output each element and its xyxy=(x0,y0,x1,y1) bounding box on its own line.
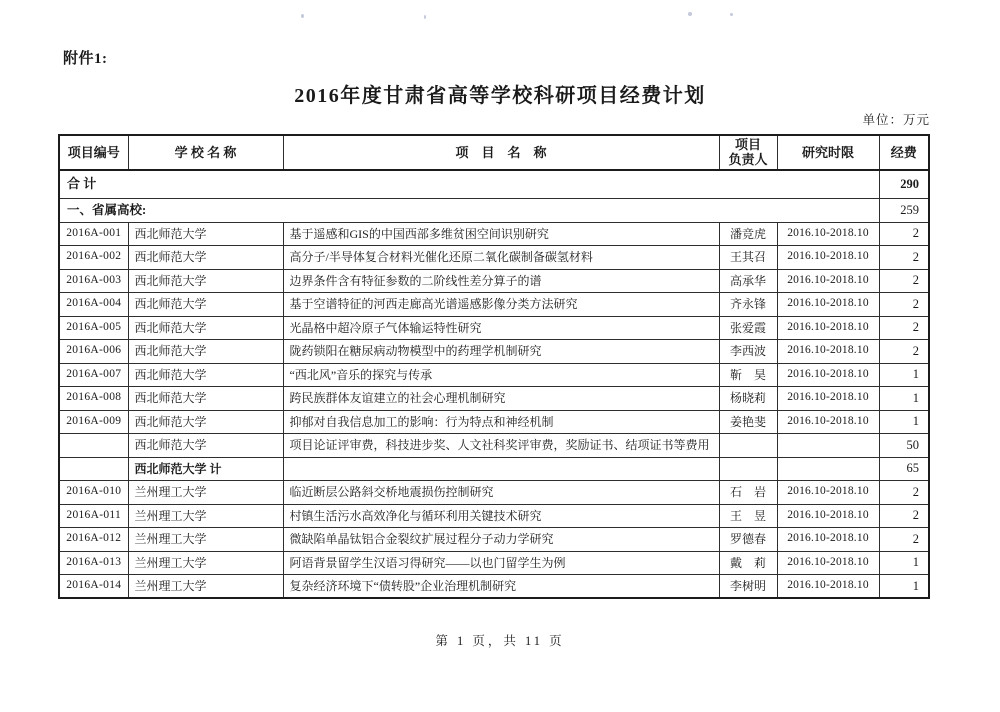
header-leader xyxy=(719,135,777,170)
cell-period: 2016.10-2018.10 xyxy=(777,410,879,434)
table-row xyxy=(59,551,929,575)
cell-project-name: 复杂经济环境下“债转股”企业治理机制研究 xyxy=(283,575,719,599)
cell-project-name: 阿语背景留学生汉语习得研究——以也门留学生为例 xyxy=(283,551,719,575)
cell-leader: 靳 昊 xyxy=(719,363,777,387)
cell-project-no: 2016A-011 xyxy=(59,504,128,528)
cell-school: 兰州理工大学 xyxy=(128,551,283,575)
cell-project-name: 跨民族群体友谊建立的社会心理机制研究 xyxy=(283,387,719,411)
table-row xyxy=(59,387,929,411)
cell-period: 2016.10-2018.10 xyxy=(777,222,879,246)
cell-project-name: 光晶格中超冷原子气体输运特性研究 xyxy=(283,316,719,340)
cell-project-no: 2016A-002 xyxy=(59,246,128,270)
cell-period: 2016.10-2018.10 xyxy=(777,481,879,505)
cell-period: 2016.10-2018.10 xyxy=(777,340,879,364)
cell-leader: 李西波 xyxy=(719,340,777,364)
cell-school: 兰州理工大学 xyxy=(128,528,283,552)
table-row xyxy=(59,528,929,552)
scan-speckle xyxy=(730,13,733,16)
cell-period: 2016.10-2018.10 xyxy=(777,246,879,270)
cell-project-no xyxy=(59,434,128,458)
funding-table xyxy=(58,134,930,599)
table-row xyxy=(59,340,929,364)
table-row xyxy=(59,222,929,246)
cell-project-name xyxy=(283,457,719,481)
cell-period: 2016.10-2018.10 xyxy=(777,269,879,293)
section-label: 一、省属高校: xyxy=(59,198,879,222)
cell-project-no: 2016A-013 xyxy=(59,551,128,575)
cell-fund: 2 xyxy=(879,316,929,340)
cell-fund: 1 xyxy=(879,387,929,411)
cell-period: 2016.10-2018.10 xyxy=(777,363,879,387)
table-row xyxy=(59,504,929,528)
table-row xyxy=(59,293,929,317)
cell-project-name: 陇药锁阳在糖尿病动物模型中的药理学机制研究 xyxy=(283,340,719,364)
cell-project-name: 基于空谱特征的河西走廊高光谱遥感影像分类方法研究 xyxy=(283,293,719,317)
total-fund: 290 xyxy=(879,170,929,198)
cell-project-no xyxy=(59,457,128,481)
cell-period: 2016.10-2018.10 xyxy=(777,575,879,599)
cell-project-no: 2016A-012 xyxy=(59,528,128,552)
cell-project-no: 2016A-004 xyxy=(59,293,128,317)
cell-fund: 2 xyxy=(879,269,929,293)
page-title: 2016年度甘肃省高等学校科研项目经费计划 xyxy=(294,85,706,107)
table-row xyxy=(59,269,929,293)
cell-fund: 2 xyxy=(879,528,929,552)
cell-school: 西北师范大学 计 xyxy=(128,457,283,481)
cell-project-name: 微缺陷单晶钛铝合金裂纹扩展过程分子动力学研究 xyxy=(283,528,719,552)
cell-leader: 王其召 xyxy=(719,246,777,270)
cell-period: 2016.10-2018.10 xyxy=(777,293,879,317)
total-label: 合 计 xyxy=(59,170,879,198)
cell-project-no: 2016A-008 xyxy=(59,387,128,411)
cell-project-name: 抑郁对自我信息加工的影响：行为特点和神经机制 xyxy=(283,410,719,434)
cell-school: 西北师范大学 xyxy=(128,293,283,317)
cell-school: 西北师范大学 xyxy=(128,363,283,387)
cell-project-no: 2016A-007 xyxy=(59,363,128,387)
cell-school: 西北师范大学 xyxy=(128,434,283,458)
scan-speckle xyxy=(301,14,304,18)
table-row xyxy=(59,481,929,505)
cell-project-name: 基于遥感和GIS的中国西部多维贫困空间识别研究 xyxy=(283,222,719,246)
cell-fund: 2 xyxy=(879,246,929,270)
cell-fund: 2 xyxy=(879,293,929,317)
cell-school: 西北师范大学 xyxy=(128,410,283,434)
header-row xyxy=(59,135,929,170)
cell-leader: 王 昱 xyxy=(719,504,777,528)
page-number: 第 1 页，共 11 页 xyxy=(435,634,565,648)
cell-period: 2016.10-2018.10 xyxy=(777,551,879,575)
cell-period: 2016.10-2018.10 xyxy=(777,387,879,411)
header-project-name: 项 目 名 称 xyxy=(283,135,719,170)
cell-project-no: 2016A-014 xyxy=(59,575,128,599)
cell-school: 西北师范大学 xyxy=(128,316,283,340)
cell-leader: 姜艳斐 xyxy=(719,410,777,434)
cell-school: 西北师范大学 xyxy=(128,222,283,246)
cell-leader: 罗德春 xyxy=(719,528,777,552)
cell-leader: 杨晓莉 xyxy=(719,387,777,411)
cell-fund: 1 xyxy=(879,575,929,599)
table-row xyxy=(59,410,929,434)
cell-project-no: 2016A-009 xyxy=(59,410,128,434)
table-row xyxy=(59,434,929,458)
header-leader-line1: 项目 xyxy=(734,137,761,153)
cell-period: 2016.10-2018.10 xyxy=(777,316,879,340)
cell-leader: 齐永锋 xyxy=(719,293,777,317)
cell-period: 2016.10-2018.10 xyxy=(777,504,879,528)
cell-fund: 1 xyxy=(879,363,929,387)
table-row xyxy=(59,575,929,599)
header-period: 研究时限 xyxy=(777,135,879,170)
cell-project-name: 项目论证评审费，科技进步奖、人文社科奖评审费，奖励证书、结项证书等费用 xyxy=(283,434,719,458)
cell-period: 2016.10-2018.10 xyxy=(777,528,879,552)
header-leader-line2: 负责人 xyxy=(728,151,768,167)
attachment-label: 附件1: xyxy=(63,51,108,67)
cell-project-name: “西北风”音乐的探究与传承 xyxy=(283,363,719,387)
total-row xyxy=(59,170,929,198)
cell-project-no: 2016A-001 xyxy=(59,222,128,246)
cell-leader: 李树明 xyxy=(719,575,777,599)
cell-project-name: 临近断层公路斜交桥地震损伤控制研究 xyxy=(283,481,719,505)
cell-project-name: 边界条件含有特征参数的二阶线性差分算子的谱 xyxy=(283,269,719,293)
cell-fund: 2 xyxy=(879,222,929,246)
cell-school: 西北师范大学 xyxy=(128,269,283,293)
cell-leader: 石 岩 xyxy=(719,481,777,505)
table-row xyxy=(59,246,929,270)
cell-period xyxy=(777,457,879,481)
cell-leader: 潘竞虎 xyxy=(719,222,777,246)
header-project-no: 项目编号 xyxy=(59,135,128,170)
section-fund: 259 xyxy=(879,198,929,222)
cell-project-no: 2016A-006 xyxy=(59,340,128,364)
table-row xyxy=(59,457,929,481)
cell-school: 西北师范大学 xyxy=(128,340,283,364)
cell-leader: 戴 莉 xyxy=(719,551,777,575)
section-row-provincial xyxy=(59,198,929,222)
header-school: 学 校 名 称 xyxy=(128,135,283,170)
cell-school: 兰州理工大学 xyxy=(128,481,283,505)
cell-fund: 2 xyxy=(879,504,929,528)
cell-school: 兰州理工大学 xyxy=(128,504,283,528)
summary-section xyxy=(59,170,929,222)
table-row xyxy=(59,316,929,340)
cell-school: 西北师范大学 xyxy=(128,246,283,270)
cell-fund: 50 xyxy=(879,434,929,458)
cell-project-no: 2016A-010 xyxy=(59,481,128,505)
cell-fund: 1 xyxy=(879,551,929,575)
header-fund: 经费 xyxy=(879,135,929,170)
cell-leader xyxy=(719,457,777,481)
cell-project-no: 2016A-003 xyxy=(59,269,128,293)
cell-fund: 2 xyxy=(879,481,929,505)
cell-school: 兰州理工大学 xyxy=(128,575,283,599)
scan-speckle xyxy=(688,12,692,16)
cell-project-no: 2016A-005 xyxy=(59,316,128,340)
cell-leader: 高承华 xyxy=(719,269,777,293)
cell-school: 西北师范大学 xyxy=(128,387,283,411)
table-header xyxy=(59,135,929,170)
cell-leader xyxy=(719,434,777,458)
cell-fund: 1 xyxy=(879,410,929,434)
cell-project-name: 村镇生活污水高效净化与循环利用关键技术研究 xyxy=(283,504,719,528)
cell-project-name: 高分子/半导体复合材料光催化还原二氧化碳制备碳氢材料 xyxy=(283,246,719,270)
cell-fund: 65 xyxy=(879,457,929,481)
unit-label: 单位：万元 xyxy=(862,113,930,127)
table-body xyxy=(59,222,929,598)
cell-period xyxy=(777,434,879,458)
scan-speckle xyxy=(424,15,426,19)
cell-fund: 2 xyxy=(879,340,929,364)
table-row xyxy=(59,363,929,387)
cell-leader: 张爱霞 xyxy=(719,316,777,340)
